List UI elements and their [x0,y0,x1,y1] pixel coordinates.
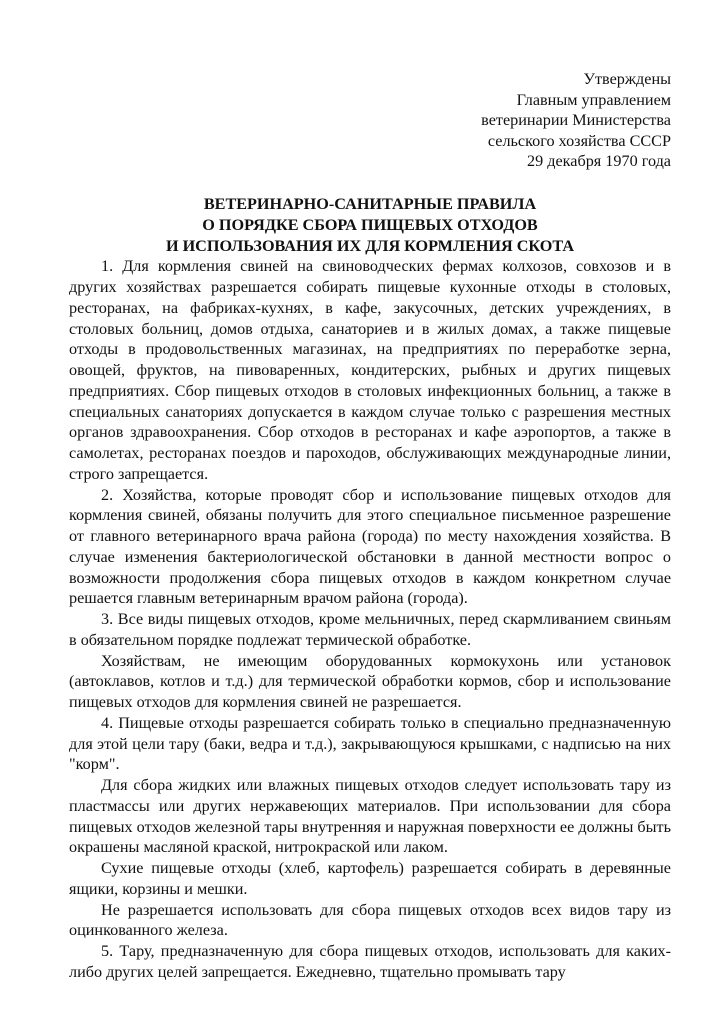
title-line: О ПОРЯДКЕ СБОРА ПИЩЕВЫХ ОТХОДОВ [202,215,538,234]
approval-date: 29 декабря 1970 года [527,152,671,171]
title-line: И ИСПОЛЬЗОВАНИЯ ИХ ДЛЯ КОРМЛЕНИЯ СКОТА [165,236,575,255]
paragraph-4-liquid-waste: Для сбора жидких или влажных пищевых отходов следует использовать тару из пластмассы или других нержавеющих материалов. При использовании для сбора пищевых отходов железной тары внутренняя и наружная поверхности ее должны быть окрашены масляной краской, нитрокраской или лаком. [69,776,671,857]
paragraph-3: 3. Все виды пищевых отходов, кроме мельничных, перед скармливанием свиньям в обязательном порядке подлежат термической обработке. [69,610,671,649]
paragraph-4: 4. Пищевые отходы разрешается собирать только в специально предназначенную для этой цели тару (баки, ведра и т.д.), закрывающуюся крышками, с надписью на них "корм". [69,713,671,774]
paragraph-1: 1. Для кормления свиней на свиноводческих фермах колхозов, совхозов и в других хозяйствах разрешается собирать пищевые кухонные отходы в столовых, ресторанах, на фабриках-кухнях, в кафе, закусочных, детских учреждениях, в столовых больниц, домов отдыха, санаториев и в жилых домах, а также пищевые отходы в продовольственных магазинах, на предприятиях по переработке зерна, овощей, фруктов, на пивоваренных, кондитерских, рыбных и других пищевых предприятиях. Сбор пищевых отходов в столовых инфекционных больниц, а также в специальных санаториях допускается в каждом случае только с разрешения местных органов здравоохранения. Сбор отходов в ресторанах и кафе аэропортов, а также в самолетах, ресторанах поездов и пароходов, обслуживающих международные линии, строго запрещается. [69,257,671,483]
paragraph-4-dry-waste: Сухие пищевые отходы (хлеб, картофель) разрешается собирать в деревянные ящики, корзины и мешки. [69,859,671,898]
approval-block [69,69,671,172]
approval-line: сельского хозяйства СССР [487,131,671,150]
approval-line: ветеринарии Министерства [481,111,671,130]
paragraph-5: 5. Тару, предназначенную для сбора пищевых отходов, использовать для каких-либо других целей запрещается. Ежедневно, тщательно промывать тару [69,942,671,981]
document-body [69,256,671,982]
approval-line: Главным управлением [516,90,671,109]
approval-line: Утверждены [583,70,671,88]
document-page [69,69,671,983]
paragraph-4-galvanized: Не разрешается использовать для сбора пищевых отходов всех видов тару из оцинкованного железа. [69,900,671,940]
paragraph-3-continued: Хозяйствам, не имеющим оборудованных кормокухонь или установок (автоклавов, котлов и т.д.) для термической обработки кормов, сбор и использование пищевых отходов для кормления свиней не разрешается. [69,651,671,712]
paragraph-2: 2. Хозяйства, которые проводят сбор и использование пищевых отходов для кормления свиней, обязаны получить для этого специальное письменное разрешение от главного ветеринарного врача района (города) по месту нахождения хозяйства. В случае изменения бактериологической обстановки в данной местности вопрос о возможности продолжения сбора пищевых отходов в каждом конкретном случае решается главным ветеринарным врачом района (города). [69,485,671,608]
title-line: ВЕТЕРИНАРНО-САНИТАРНЫЕ ПРАВИЛА [203,194,537,213]
document-title [69,194,671,256]
